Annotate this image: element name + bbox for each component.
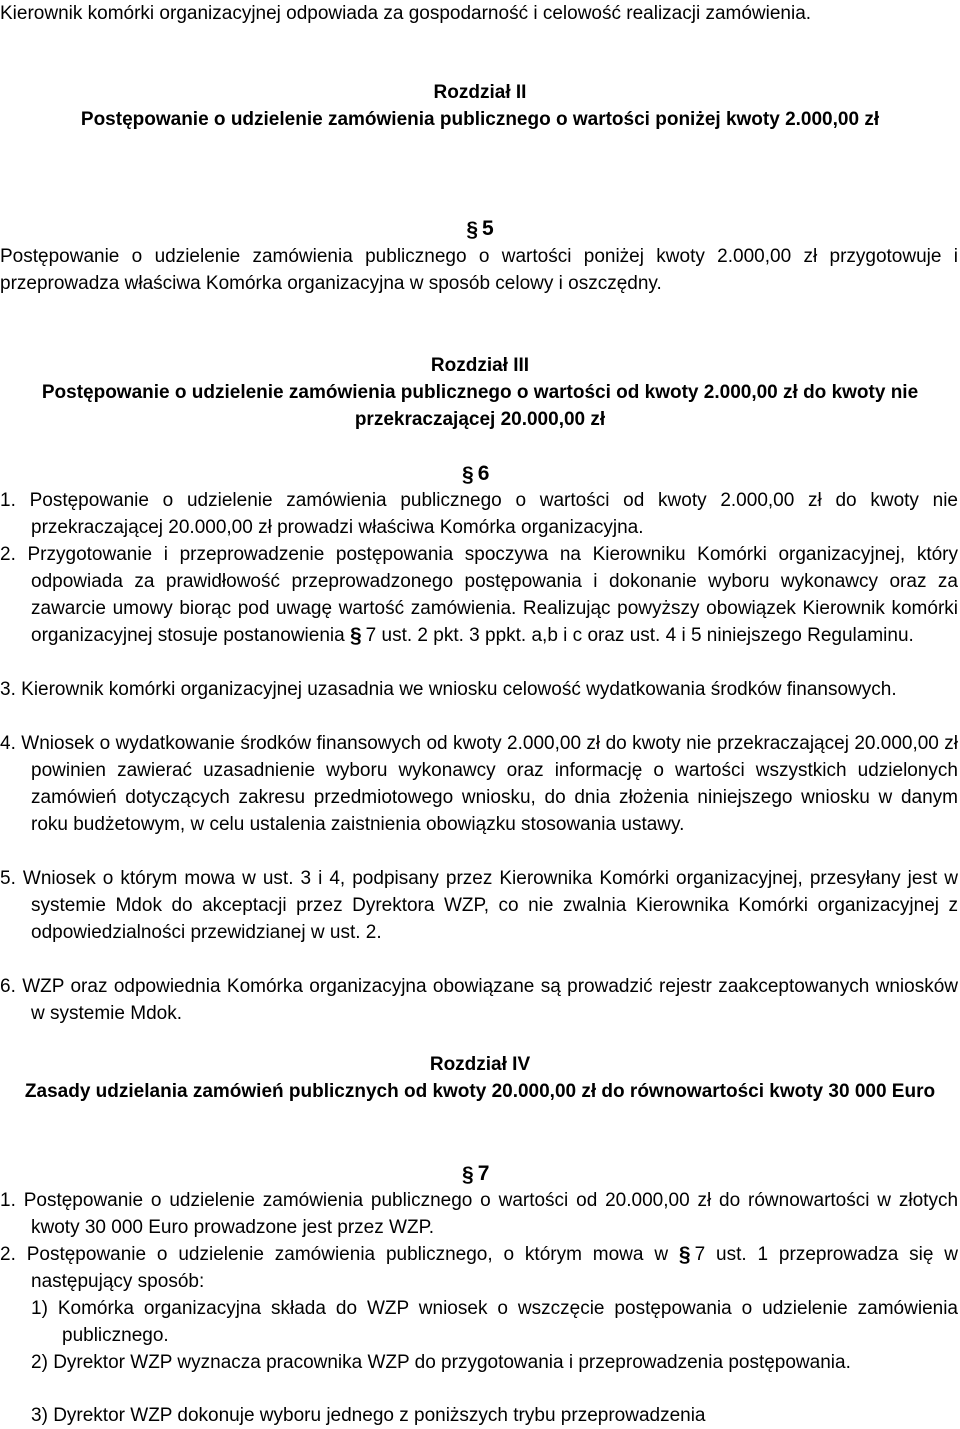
item-text: Postępowanie o udzielenie zamówienia publicznego, o którym mowa w [26, 1244, 669, 1265]
paragraph-symbol-icon: § [462, 1163, 474, 1186]
intro-paragraph [0, 0, 958, 27]
item-number: 3. [0, 679, 16, 700]
section-5-text: Postępowanie o udzielenie zamówienia publicznego o wartości poniżej kwoty 2.000,00 zł przygotowuje i przeprowadza właściwa Komórka organizacyjna w sposób celowy i oszczędny. [0, 246, 958, 294]
subitem-number: 1) [31, 1298, 48, 1319]
item-text: Postępowanie o udzielenie zamówienia publicznego o wartości od 20.000,00 zł do równowartości w złotych kwoty 30 000 Euro prowadzone jest przez WZP. [23, 1190, 959, 1238]
section-6-item-5 [0, 865, 958, 946]
item-number: 2. [0, 1244, 16, 1265]
item-text: Postępowanie o udzielenie zamówienia publicznego o wartości od kwoty 2.000,00 zł do kwoty nie przekraczającej 20.000,00 zł prowadzi właściwa Komórka organizacyjna. [29, 490, 958, 538]
item-text: WZP oraz odpowiednia Komórka organizacyjna obowiązane są prowadzić rejestr zaakceptowanych wniosków w systemie Mdok. [22, 976, 959, 1024]
item-text-cont: 7 ust. 2 pkt. 3 ppkt. a,b i c oraz ust. 4 i 5 niniejszego Regulaminu. [365, 625, 914, 646]
section-7-number: 7 [477, 1162, 490, 1185]
chapter-3-label: Rozdział III [430, 355, 530, 376]
section-6-item-3 [0, 676, 958, 703]
intro-text: Kierownik komórki organizacyjnej odpowiada za gospodarność i celowość realizacji zamówienia. [0, 3, 812, 24]
item-text: Kierownik komórki organizacyjnej uzasadnia we wniosku celowość wydatkowania środków finansowych. [21, 679, 897, 700]
item-text: Przygotowanie i przeprowadzenie postępowania spoczywa na Kierowniku Komórki organizacyjnej, który odpowiada za prawidłowość przeprowadzonego postępowania i dokonanie wyboru wykonawcy oraz za zawarcie umowy biorąc pod uwagę wartość zamówienia. Realizując powyższy obowiązek Kierownik komórki organizacyjnej stosuje postanowienia [27, 544, 959, 646]
section-5-number: 5 [482, 217, 494, 240]
chapter-2-heading [0, 79, 960, 133]
item-number: 5. [0, 868, 16, 889]
chapter-2-label: Rozdział II [433, 82, 527, 103]
section-7-subitem-1 [31, 1295, 958, 1349]
chapter-4-label: Rozdział IV [429, 1054, 531, 1075]
section-7-subitem-3 [31, 1402, 958, 1429]
chapter-4-title: Zasady udzielania zamówień publicznych od kwoty 20.000,00 zł do równowartości kwoty 30 000 Euro [24, 1081, 936, 1102]
subitem-number: 2) [31, 1352, 48, 1373]
section-5-heading [0, 215, 960, 243]
section-6-heading [462, 460, 562, 488]
item-text: Wniosek o którym mowa w ust. 3 i 4, podpisany przez Kierownika Komórki organizacyjnej, przesyłany jest w systemie Mdok do akceptacji przez Dyrektora WZP, co nie zwalnia Kierownika Komórki organizacyjnej z odpowiedzialności przewidzianej w ust. 2. [22, 868, 958, 943]
section-6-item-2 [0, 541, 958, 649]
paragraph-symbol-icon: § [466, 218, 478, 241]
chapter-2-title: Postępowanie o udzielenie zamówienia publicznego o wartości poniżej kwoty 2.000,00 zł [80, 109, 880, 130]
subitem-number: 3) [31, 1405, 48, 1426]
section-7-subitem-2 [31, 1349, 958, 1376]
subitem-text: Dyrektor WZP dokonuje wyboru jednego z poniższych trybu przeprowadzenia [53, 1405, 706, 1426]
section-6-item-4 [0, 730, 958, 838]
section-7-item-2 [0, 1241, 958, 1295]
item-text-cont: 7 ust. 1 przeprowadza się w następujący sposób: [31, 1244, 958, 1292]
paragraph-symbol-icon: § [349, 624, 362, 647]
section-5-paragraph [0, 243, 958, 297]
chapter-3-title: Postępowanie o udzielenie zamówienia publicznego o wartości od kwoty 2.000,00 zł do kwoty nie przekraczającej 20.000,00 zł [41, 382, 919, 430]
paragraph-symbol-icon: § [462, 463, 474, 486]
paragraph-symbol-icon: § [678, 1243, 691, 1266]
item-number: 2. [0, 544, 16, 565]
subitem-text: Dyrektor WZP wyznacza pracownika WZP do przygotowania i przeprowadzenia postępowania. [53, 1352, 851, 1373]
item-number: 4. [0, 733, 16, 754]
subitem-text: Komórka organizacyjna składa do WZP wniosek o wszczęcie postępowania o udzielenie zamówienia publicznego. [57, 1298, 958, 1346]
item-number: 6. [0, 976, 16, 997]
item-number: 1. [0, 1190, 16, 1211]
section-7-item-1 [0, 1187, 958, 1241]
section-7-heading [462, 1160, 562, 1188]
section-6-item-6 [0, 973, 958, 1027]
chapter-4-heading [0, 1051, 960, 1105]
item-number: 1. [0, 490, 16, 511]
chapter-3-heading [0, 352, 960, 433]
section-6-number: 6 [477, 462, 490, 485]
section-6-item-1 [0, 487, 958, 541]
item-text: Wniosek o wydatkowanie środków finansowych od kwoty 2.000,00 zł do kwoty nie przekraczającej 20.000,00 zł powinien zawierać uzasadnienie wyboru wykonawcy oraz informację o wartości wszystkich udzielonych zamówień dotyczących zakresu przedmiotowego wniosku, do dnia złożenia niniejszego wniosku w danym roku budżetowym, w celu ustalenia zaistnienia obowiązku stosowania ustawy. [21, 733, 959, 835]
